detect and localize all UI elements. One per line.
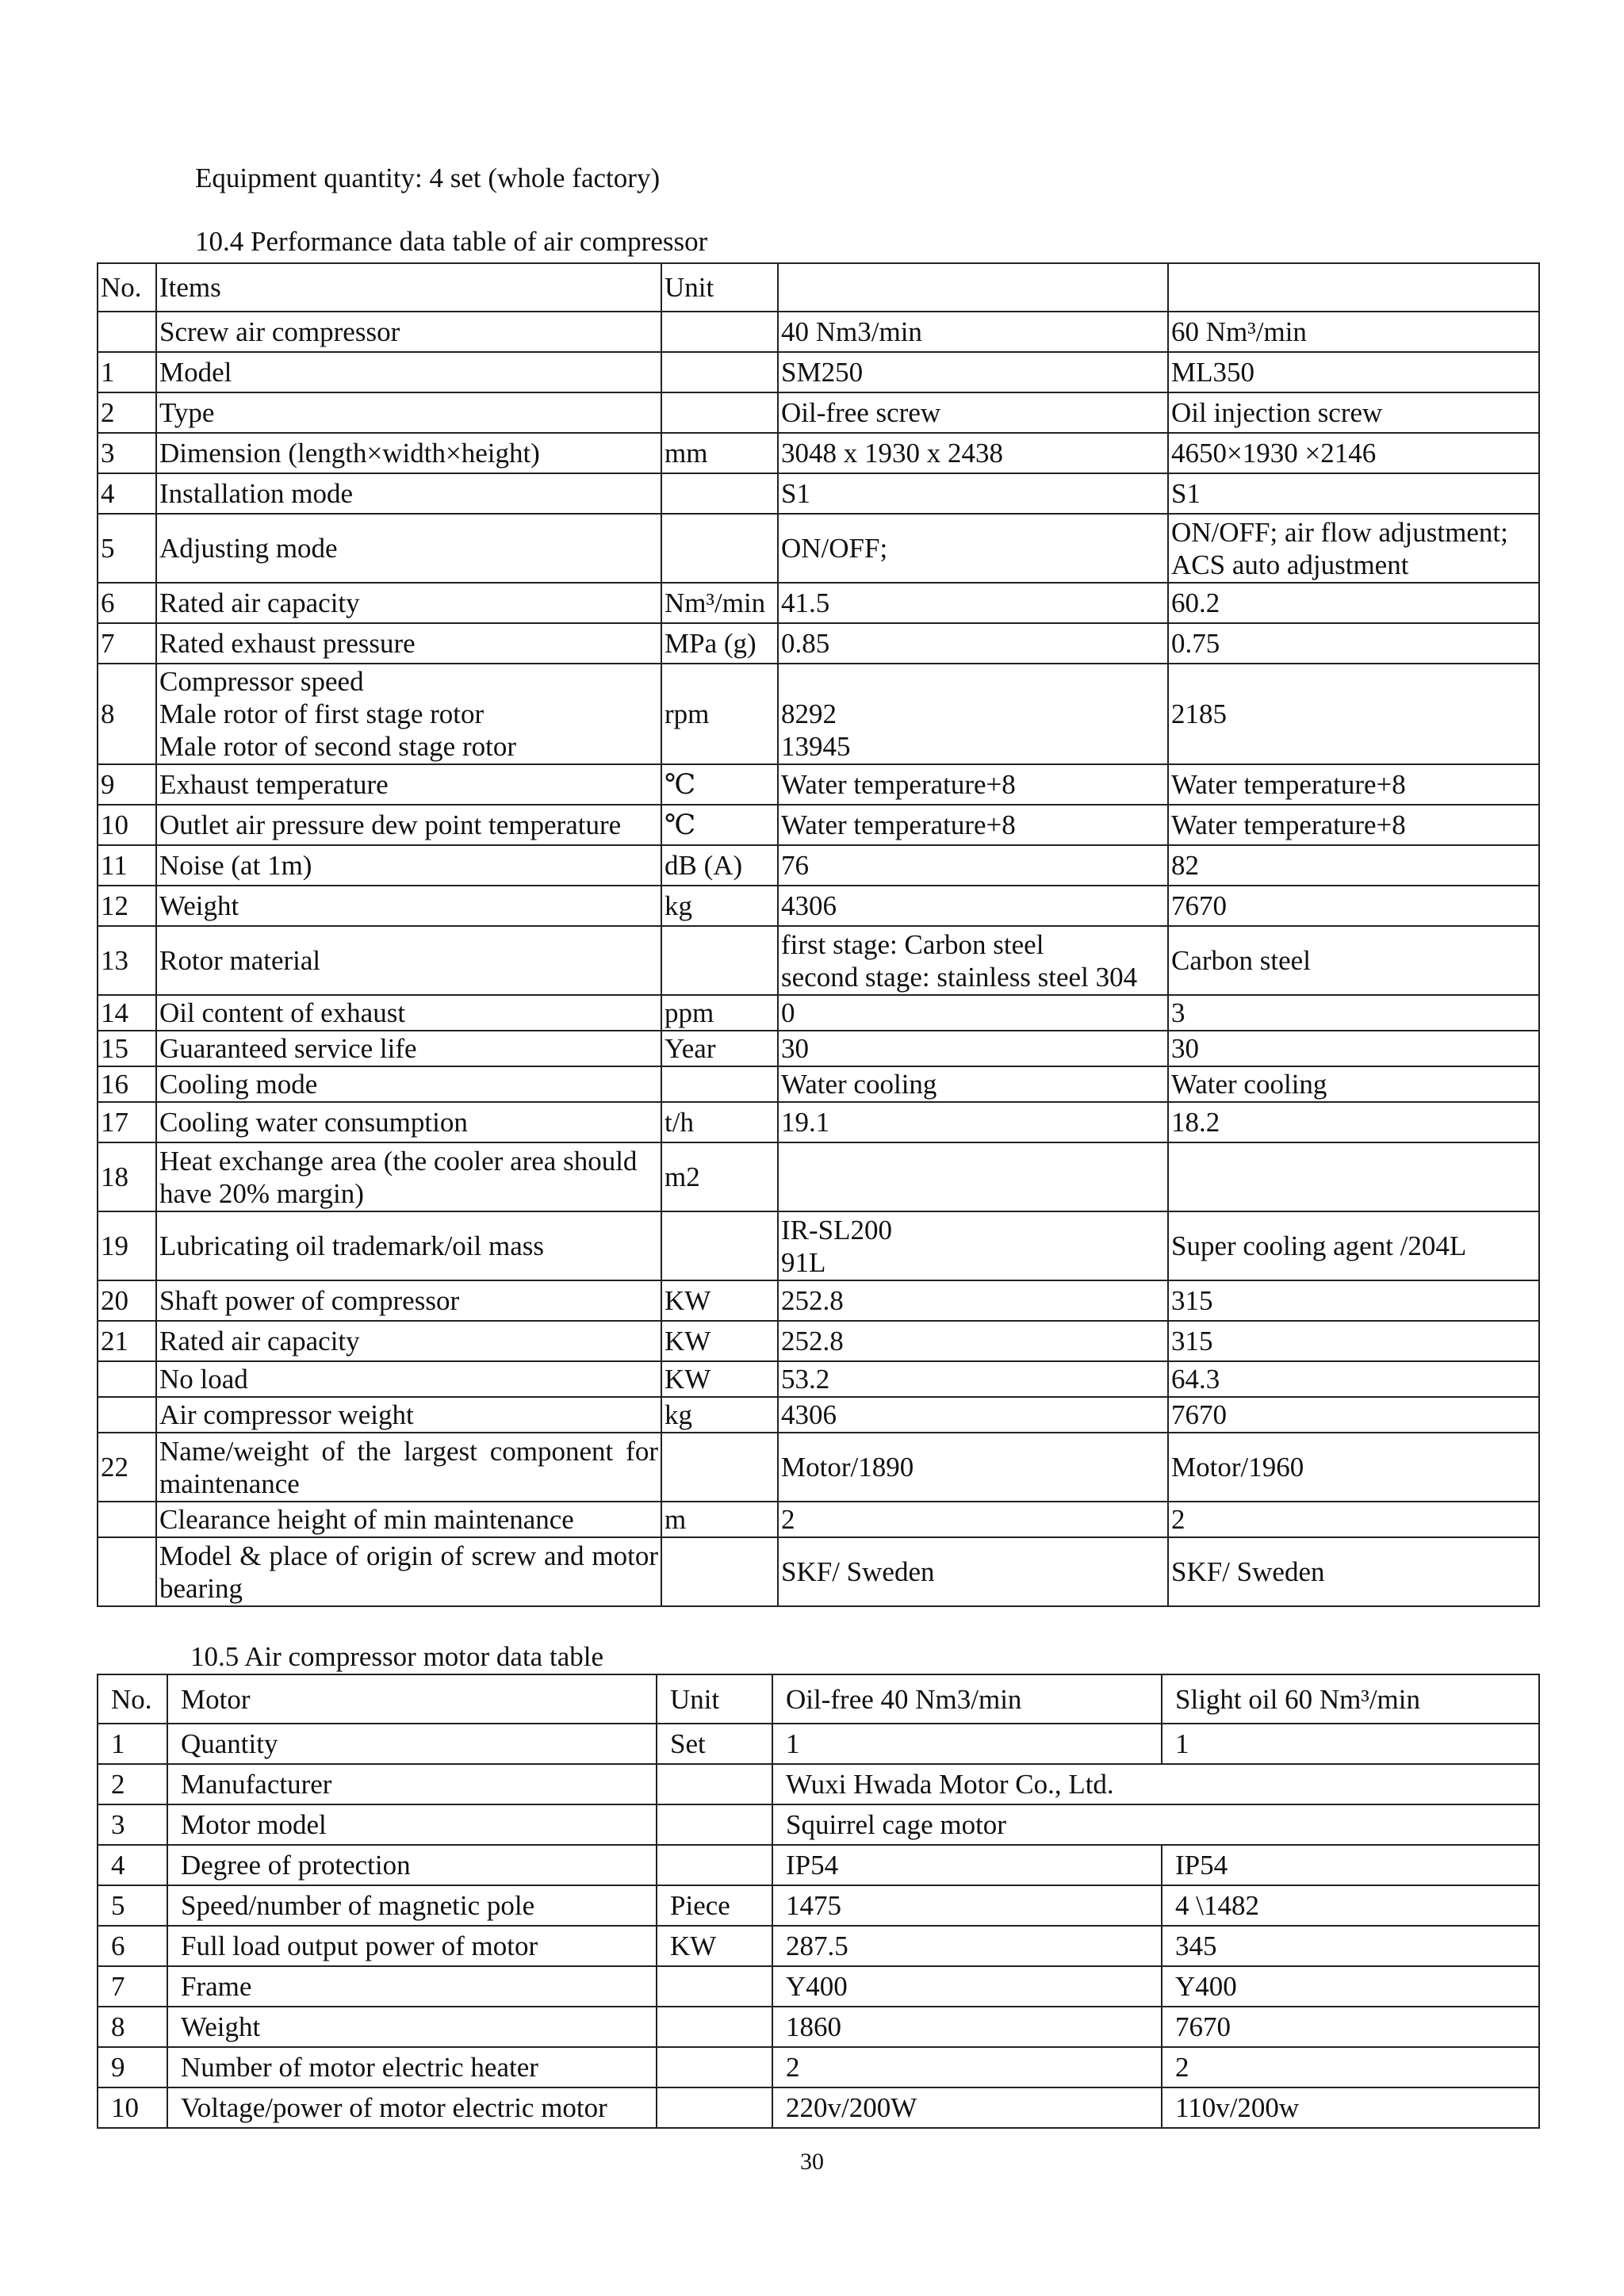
table-row (98, 1066, 1539, 1102)
table-cell: ppm (661, 995, 778, 1031)
table-cell: Frame (167, 1966, 657, 2007)
table-cell: 110v/200w (1162, 2087, 1539, 2128)
table-cell: 12 (98, 886, 156, 926)
table-cell (1168, 263, 1539, 312)
table-cell: 3048 x 1930 x 2438 (778, 433, 1168, 473)
table-cell: SKF/ Sweden (778, 1537, 1168, 1606)
table-cell: KW (661, 1321, 778, 1361)
table-cell: 11 (98, 845, 156, 886)
table-cell: 10 (98, 805, 156, 845)
table-cell: Year (661, 1031, 778, 1066)
table-cell: Unit (657, 1674, 772, 1724)
table-cell: m (661, 1502, 778, 1537)
table-cell: Water temperature+8 (778, 805, 1168, 845)
table-cell: SKF/ Sweden (1168, 1537, 1539, 1606)
table-cell: Adjusting mode (156, 514, 661, 583)
section-heading-10-5: 10.5 Air compressor motor data table (190, 1641, 603, 1672)
table-cell (778, 263, 1168, 312)
table-row (98, 1280, 1539, 1321)
table-row (98, 1433, 1539, 1502)
table-cell: first stage: Carbon steel second stage: stainless steel 304 (778, 926, 1168, 995)
table-cell (657, 1966, 772, 2007)
table-cell: IP54 (772, 1845, 1162, 1885)
table-cell: kg (661, 1397, 778, 1433)
table-cell: Water temperature+8 (1168, 764, 1539, 805)
table-cell: 8 (98, 2007, 167, 2047)
table-cell: Type (156, 392, 661, 433)
table-cell: 3 (98, 1804, 167, 1845)
table-cell: Oil-free 40 Nm3/min (772, 1674, 1162, 1724)
table-cell: 0.85 (778, 623, 1168, 664)
table-cell: Y400 (1162, 1966, 1539, 2007)
table-cell (657, 1845, 772, 1885)
table-cell: MPa (g) (661, 623, 778, 664)
table-row (98, 1031, 1539, 1066)
table-cell: 53.2 (778, 1361, 1168, 1397)
table-cell (661, 1433, 778, 1502)
table-cell: 4 \1482 (1162, 1885, 1539, 1926)
table-cell (98, 1361, 156, 1397)
table-row (98, 926, 1539, 995)
table-cell: 21 (98, 1321, 156, 1361)
table-cell: 18 (98, 1142, 156, 1211)
table-row (98, 433, 1539, 473)
table-cell: 2 (1168, 1502, 1539, 1537)
table-cell: 2 (98, 392, 156, 433)
table-cell: 1 (98, 352, 156, 392)
table-cell: Compressor speed Male rotor of first stage rotor Male rotor of second stage rotor (156, 664, 661, 764)
table-cell: 3 (98, 433, 156, 473)
equipment-quantity-line: Equipment quantity: 4 set (whole factory) (195, 163, 661, 193)
table-cell: 345 (1162, 1926, 1539, 1966)
table-cell: S1 (1168, 473, 1539, 514)
table-cell: Motor/1960 (1168, 1433, 1539, 1502)
table-cell: KW (661, 1280, 778, 1321)
table-cell: 17 (98, 1102, 156, 1142)
table-cell: 9 (98, 2047, 167, 2087)
table-cell: 9 (98, 764, 156, 805)
table-row (98, 1926, 1539, 1966)
table-cell: 76 (778, 845, 1168, 886)
table-cell (661, 312, 778, 352)
table-row (98, 1102, 1539, 1142)
table-cell: Set (657, 1724, 772, 1764)
table-cell: Screw air compressor (156, 312, 661, 352)
table-cell: Unit (661, 263, 778, 312)
table-cell: Cooling water consumption (156, 1102, 661, 1142)
table-cell: Model & place of origin of screw and motor bearing (156, 1537, 661, 1606)
table-cell: 6 (98, 583, 156, 623)
table-cell: S1 (778, 473, 1168, 514)
table-cell: Voltage/power of motor electric motor (167, 2087, 657, 2128)
table-row (98, 2047, 1539, 2087)
table-row (98, 312, 1539, 352)
table-cell: Oil injection screw (1168, 392, 1539, 433)
table-cell: Outlet air pressure dew point temperature (156, 805, 661, 845)
table-cell: Water cooling (1168, 1066, 1539, 1102)
table-row (98, 764, 1539, 805)
table-cell: KW (661, 1361, 778, 1397)
table-row (98, 1397, 1539, 1433)
table-cell: 315 (1168, 1321, 1539, 1361)
table-cell: 2 (778, 1502, 1168, 1537)
table-cell: Weight (167, 2007, 657, 2047)
table-cell: IR-SL200 91L (778, 1211, 1168, 1280)
table-cell: Rated air capacity (156, 583, 661, 623)
table-row (98, 1966, 1539, 2007)
table-cell: Piece (657, 1885, 772, 1926)
table-cell: 19 (98, 1211, 156, 1280)
page-number: 30 (800, 2149, 824, 2175)
table-cell: 41.5 (778, 583, 1168, 623)
table-cell: Water temperature+8 (1168, 805, 1539, 845)
table-cell: 30 (778, 1031, 1168, 1066)
table-cell: Speed/number of magnetic pole (167, 1885, 657, 1926)
table-row (98, 583, 1539, 623)
table-cell (657, 2047, 772, 2087)
table-row (98, 1142, 1539, 1211)
table-cell: 5 (98, 1885, 167, 1926)
table-cell: ON/OFF; (778, 514, 1168, 583)
table-cell (661, 1537, 778, 1606)
table-row (98, 1674, 1539, 1724)
table-cell: Wuxi Hwada Motor Co., Ltd. (772, 1764, 1539, 1804)
table-cell: 40 Nm3/min (778, 312, 1168, 352)
table-cell (661, 392, 778, 433)
table-cell: Carbon steel (1168, 926, 1539, 995)
table-cell: 1 (1162, 1724, 1539, 1764)
table-cell: Dimension (length×width×height) (156, 433, 661, 473)
table-cell: Oil content of exhaust (156, 995, 661, 1031)
table-cell (778, 1142, 1168, 1211)
table-row (98, 514, 1539, 583)
table-cell: Water temperature+8 (778, 764, 1168, 805)
table-row (98, 392, 1539, 433)
table-cell: Heat exchange area (the cooler area should have 20% margin) (156, 1142, 661, 1211)
table-cell: Degree of protection (167, 1845, 657, 1885)
table-row (98, 1804, 1539, 1845)
table-cell: 287.5 (772, 1926, 1162, 1966)
table-cell: 220v/200W (772, 2087, 1162, 2128)
table-cell (661, 352, 778, 392)
table-cell: KW (657, 1926, 772, 1966)
table-row (98, 1845, 1539, 1885)
table-cell: Installation mode (156, 473, 661, 514)
table-cell: Cooling mode (156, 1066, 661, 1102)
table-cell: 8292 13945 (778, 664, 1168, 764)
table-cell (657, 2087, 772, 2128)
table-cell: Items (156, 263, 661, 312)
table-row (98, 1764, 1539, 1804)
table-cell: ℃ (661, 764, 778, 805)
table-cell: 7670 (1168, 1397, 1539, 1433)
table-cell: 4650×1930 ×2146 (1168, 433, 1539, 473)
table-cell (657, 1804, 772, 1845)
table-cell: Quantity (167, 1724, 657, 1764)
table-cell: 3 (1168, 995, 1539, 1031)
table-cell: 4 (98, 1845, 167, 1885)
table-row (98, 805, 1539, 845)
table-cell: 14 (98, 995, 156, 1031)
table-row (98, 623, 1539, 664)
table-row (98, 1885, 1539, 1926)
table-cell: Model (156, 352, 661, 392)
table-cell: t/h (661, 1102, 778, 1142)
table-row (98, 2007, 1539, 2047)
table-cell: Super cooling agent /204L (1168, 1211, 1539, 1280)
table-cell: ML350 (1168, 352, 1539, 392)
motor-data-table (97, 1674, 1540, 2129)
table-cell: Manufacturer (167, 1764, 657, 1804)
table-cell: 1475 (772, 1885, 1162, 1926)
table-cell: 7670 (1162, 2007, 1539, 2047)
table-cell: rpm (661, 664, 778, 764)
table-row (98, 1537, 1539, 1606)
table-cell: Rated exhaust pressure (156, 623, 661, 664)
table-cell: Slight oil 60 Nm³/min (1162, 1674, 1539, 1724)
table-row (98, 1724, 1539, 1764)
table-cell: 18.2 (1168, 1102, 1539, 1142)
table-row (98, 995, 1539, 1031)
table-row (98, 473, 1539, 514)
table-row (98, 2087, 1539, 2128)
table-cell (661, 1211, 778, 1280)
table-cell: 13 (98, 926, 156, 995)
table-cell (98, 1537, 156, 1606)
table-cell: 30 (1168, 1031, 1539, 1066)
section-heading-10-4: 10.4 Performance data table of air compressor (195, 226, 708, 257)
table-cell: 2 (98, 1764, 167, 1804)
table-cell: 15 (98, 1031, 156, 1066)
table-cell: Rotor material (156, 926, 661, 995)
table-cell: Lubricating oil trademark/oil mass (156, 1211, 661, 1280)
table-row (98, 1361, 1539, 1397)
table-cell: 2 (1162, 2047, 1539, 2087)
table-cell: 82 (1168, 845, 1539, 886)
table-cell: 1860 (772, 2007, 1162, 2047)
table-cell: 7 (98, 623, 156, 664)
table-cell (98, 1397, 156, 1433)
table-cell: Squirrel cage motor (772, 1804, 1539, 1845)
table-cell: m2 (661, 1142, 778, 1211)
table-cell: 20 (98, 1280, 156, 1321)
table-cell (661, 926, 778, 995)
table-cell: Full load output power of motor (167, 1926, 657, 1966)
table-cell: 60.2 (1168, 583, 1539, 623)
table-row (98, 352, 1539, 392)
table-cell (98, 312, 156, 352)
table-cell: Motor/1890 (778, 1433, 1168, 1502)
table-cell: No. (98, 263, 156, 312)
table-cell: 252.8 (778, 1280, 1168, 1321)
table-cell (1168, 1142, 1539, 1211)
table-cell: 10 (98, 2087, 167, 2128)
table-cell: 1 (98, 1724, 167, 1764)
table-cell: 5 (98, 514, 156, 583)
table-cell: Motor model (167, 1804, 657, 1845)
table-row (98, 845, 1539, 886)
table-cell: Oil-free screw (778, 392, 1168, 433)
table-cell: mm (661, 433, 778, 473)
table-cell: 1 (772, 1724, 1162, 1764)
table-cell (657, 1764, 772, 1804)
table-cell: 7 (98, 1966, 167, 2007)
table-cell: 252.8 (778, 1321, 1168, 1361)
table-cell: ℃ (661, 805, 778, 845)
table-cell: Nm³/min (661, 583, 778, 623)
table-cell: 7670 (1168, 886, 1539, 926)
table-cell: Name/weight of the largest component for maintenance (156, 1433, 661, 1502)
table-cell: 64.3 (1168, 1361, 1539, 1397)
table-cell: No load (156, 1361, 661, 1397)
table-cell: Air compressor weight (156, 1397, 661, 1433)
table-cell: 6 (98, 1926, 167, 1966)
table-cell: Exhaust temperature (156, 764, 661, 805)
table-cell: Y400 (772, 1966, 1162, 2007)
table-cell: 4 (98, 473, 156, 514)
performance-table (97, 262, 1540, 1607)
table-cell: ON/OFF; air flow adjustment; ACS auto adjustment (1168, 514, 1539, 583)
table-cell: Motor (167, 1674, 657, 1724)
table-row (98, 1321, 1539, 1361)
table-row (98, 664, 1539, 764)
table-cell: 0 (778, 995, 1168, 1031)
table-cell: Water cooling (778, 1066, 1168, 1102)
table-cell: 19.1 (778, 1102, 1168, 1142)
table-header-row (98, 263, 1539, 312)
table-cell: No. (98, 1674, 167, 1724)
table-row (98, 1211, 1539, 1280)
table-cell: 0.75 (1168, 623, 1539, 664)
table-cell: Weight (156, 886, 661, 926)
table-cell: 16 (98, 1066, 156, 1102)
table-row (98, 1502, 1539, 1537)
table-cell: 4306 (778, 1397, 1168, 1433)
table-cell (661, 1066, 778, 1102)
table-cell: 2 (772, 2047, 1162, 2087)
table-cell: Noise (at 1m) (156, 845, 661, 886)
table-cell (657, 2007, 772, 2047)
table-cell: 4306 (778, 886, 1168, 926)
table-cell (661, 514, 778, 583)
table-cell: 8 (98, 664, 156, 764)
table-cell: 22 (98, 1433, 156, 1502)
table-cell: kg (661, 886, 778, 926)
table-cell: IP54 (1162, 1845, 1539, 1885)
table-cell: 60 Nm³/min (1168, 312, 1539, 352)
table-row (98, 886, 1539, 926)
table-cell: SM250 (778, 352, 1168, 392)
table-cell: Shaft power of compressor (156, 1280, 661, 1321)
table-cell: dB (A) (661, 845, 778, 886)
table-cell: Rated air capacity (156, 1321, 661, 1361)
table-cell: 315 (1168, 1280, 1539, 1321)
table-cell: 2185 (1168, 664, 1539, 764)
table-cell: Guaranteed service life (156, 1031, 661, 1066)
table-cell (661, 473, 778, 514)
table-cell: Clearance height of min maintenance (156, 1502, 661, 1537)
table-cell (98, 1502, 156, 1537)
table-cell: Number of motor electric heater (167, 2047, 657, 2087)
